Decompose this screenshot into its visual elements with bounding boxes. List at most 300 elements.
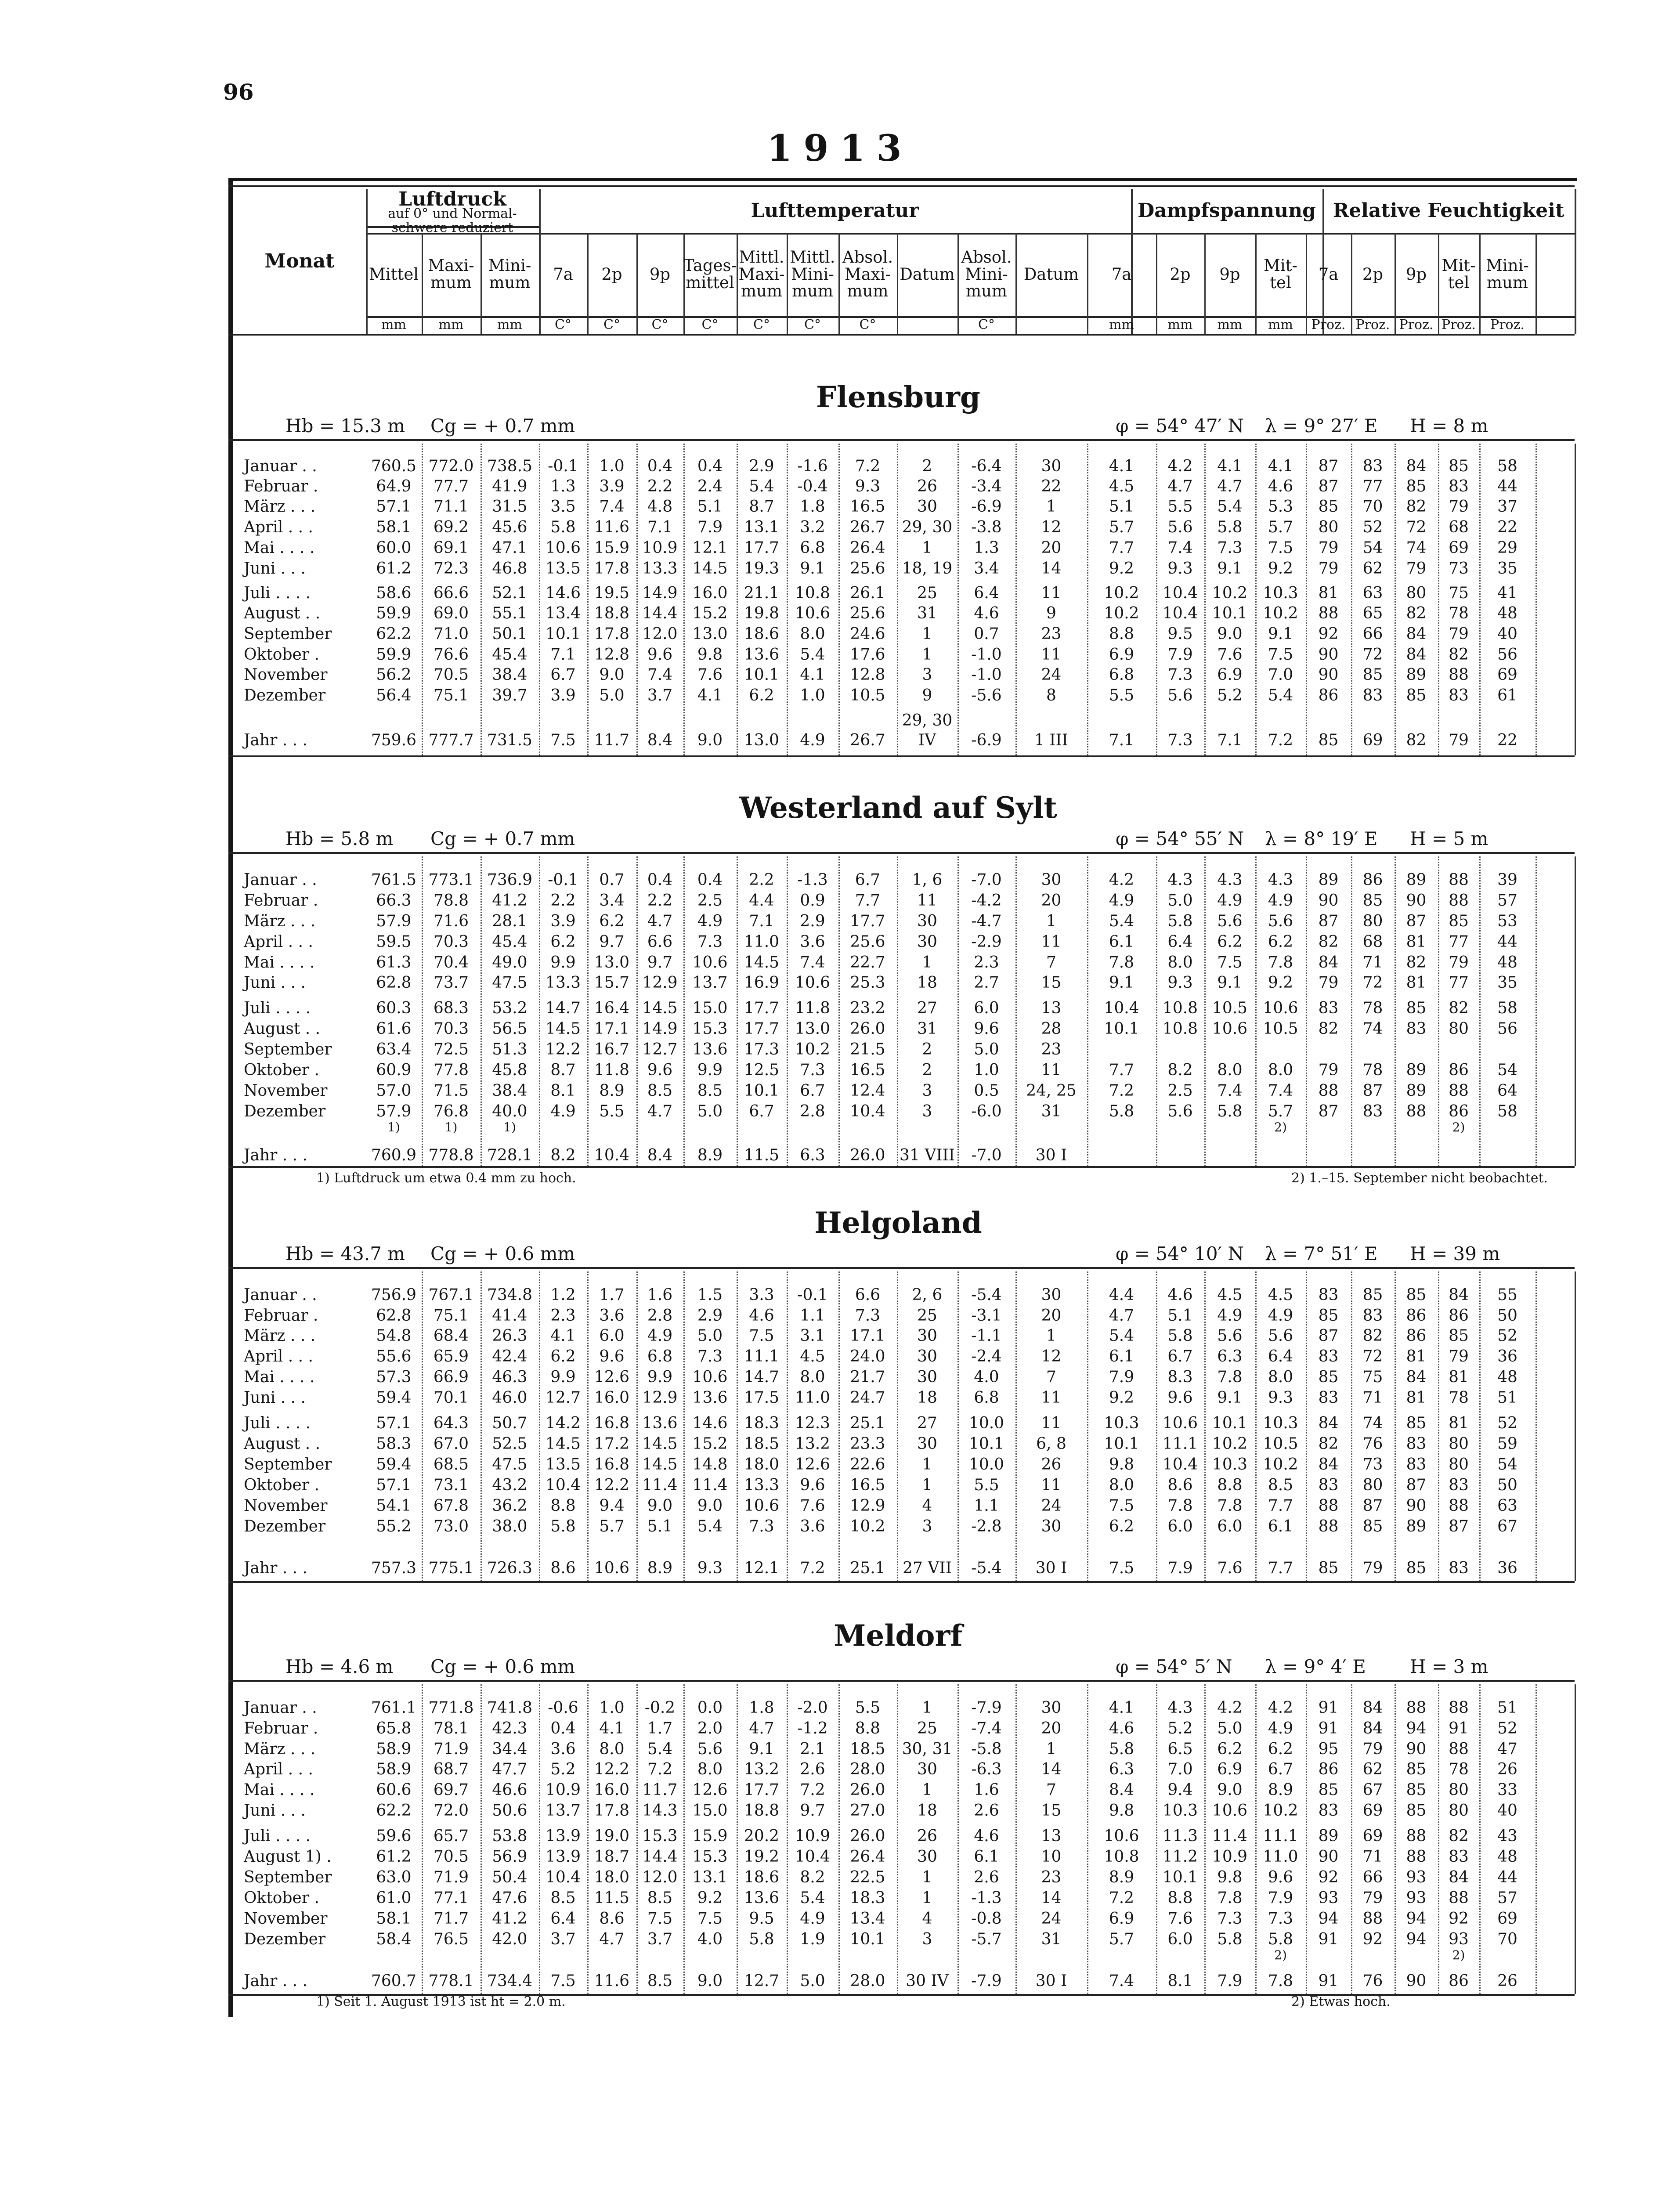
table-cell: 4.2 xyxy=(1268,1699,1293,1717)
table-cell: 8.8 xyxy=(1167,1889,1193,1907)
year-label: Jahr . . . xyxy=(244,1559,307,1577)
column-guide xyxy=(683,1271,685,1581)
table-cell: 17.6 xyxy=(850,646,885,664)
table-cell: 67 xyxy=(1362,1781,1383,1799)
station-phi: φ = 54° 5′ N xyxy=(1116,1656,1232,1677)
table-cell: 60.3 xyxy=(376,999,412,1017)
footnote-marker: 1) xyxy=(503,1120,516,1134)
month-label: Dezember xyxy=(244,1930,326,1948)
table-cell: 26.1 xyxy=(850,584,885,602)
table-cell: 73.7 xyxy=(433,974,469,992)
table-cell: 10.6 xyxy=(545,539,581,557)
table-cell: 3 xyxy=(922,1082,932,1100)
table-cell: 18.7 xyxy=(594,1848,630,1866)
table-cell: 12.6 xyxy=(594,1368,630,1386)
table-cell: 8.7 xyxy=(550,1061,576,1079)
table-cell: 1.1 xyxy=(800,1307,825,1325)
station-hb: Hb = 4.6 m xyxy=(285,1656,394,1677)
table-cell: 56.4 xyxy=(376,686,412,704)
table-cell: 1 xyxy=(922,539,932,557)
month-label: August 1) . xyxy=(244,1848,332,1866)
table-cell: 4.6 xyxy=(1167,1286,1193,1304)
table-cell: 14.5 xyxy=(642,1456,678,1474)
table-cell: 61.3 xyxy=(376,954,412,972)
table-cell: 93 xyxy=(1449,1930,1469,1948)
table-cell: 30 xyxy=(1041,1517,1062,1535)
table-cell: 83 xyxy=(1362,457,1383,475)
table-cell: 92 xyxy=(1318,1868,1339,1886)
table-cell: 5.0 xyxy=(1217,1719,1243,1737)
year-cell: 7.9 xyxy=(1217,1972,1243,1990)
luftdruck-header: Luftdruck xyxy=(398,188,506,210)
table-cell: 10.3 xyxy=(1162,1802,1198,1820)
table-cell: 13.0 xyxy=(594,954,630,972)
section-top-rule xyxy=(228,852,1575,854)
table-cell: 59.4 xyxy=(376,1389,412,1407)
year-cell: 7.9 xyxy=(1167,1559,1193,1577)
footnote-marker: 2) xyxy=(1452,1120,1465,1134)
table-cell: 4.1 xyxy=(550,1327,576,1345)
table-cell: 14.5 xyxy=(642,999,678,1017)
feuchtigkeit-unit-label: Proz. xyxy=(1311,317,1346,333)
table-cell: 13.3 xyxy=(642,560,678,578)
table-cell: 10.8 xyxy=(1162,999,1198,1017)
table-cell: 24 xyxy=(1041,1497,1062,1515)
table-cell: 11.1 xyxy=(744,1347,780,1365)
year-cell: 79 xyxy=(1362,1559,1383,1577)
luftdruck-unit-label: mm xyxy=(438,317,464,333)
table-cell: 2.0 xyxy=(697,1719,723,1737)
table-cell: 82 xyxy=(1406,498,1427,516)
table-cell: 6.8 xyxy=(647,1347,673,1365)
table-cell: 14.6 xyxy=(692,1414,728,1432)
table-cell: 11.7 xyxy=(642,1781,678,1799)
table-cell: 3.6 xyxy=(550,1740,576,1758)
column-guide xyxy=(1395,444,1396,755)
year-cell: 1 III xyxy=(1034,731,1069,749)
station-lambda: λ = 9° 27′ E xyxy=(1265,415,1378,437)
table-cell: 82 xyxy=(1318,1435,1339,1453)
table-cell: 71.1 xyxy=(433,498,469,516)
year-cell: 731.5 xyxy=(487,731,533,749)
table-cell: 80 xyxy=(1362,912,1383,930)
table-cell: 79 xyxy=(1449,954,1469,972)
table-cell: 15 xyxy=(1041,974,1062,992)
table-cell: 30 xyxy=(917,912,937,930)
column-guide xyxy=(1535,1271,1537,1581)
table-cell: 3 xyxy=(922,1930,932,1948)
table-cell: 52 xyxy=(1497,1327,1517,1345)
year-cell: 8.6 xyxy=(550,1559,576,1577)
table-cell: 14 xyxy=(1041,560,1062,578)
table-cell: 4.9 xyxy=(647,1327,673,1345)
feuchtigkeit-col-header: 2p xyxy=(1362,264,1384,284)
table-cell: 4.9 xyxy=(1268,1307,1293,1325)
table-cell: -2.9 xyxy=(971,933,1002,951)
month-label: Oktober . xyxy=(244,1061,319,1079)
table-cell: 8.2 xyxy=(800,1868,825,1886)
table-cell: 70.1 xyxy=(433,1389,469,1407)
table-cell: 3.3 xyxy=(749,1286,774,1304)
year-cell: -5.4 xyxy=(971,1559,1002,1577)
table-cell: 5.8 xyxy=(1167,912,1193,930)
table-cell: 4.1 xyxy=(1109,1699,1134,1717)
table-cell: 6.2 xyxy=(1217,1740,1243,1758)
column-guide xyxy=(422,1271,423,1581)
station-phi: φ = 54° 10′ N xyxy=(1116,1243,1244,1264)
column-guide xyxy=(1351,1684,1352,1994)
table-cell: -5.8 xyxy=(971,1740,1002,1758)
year-cell: 13.0 xyxy=(744,731,780,749)
table-cell: 25 xyxy=(917,584,937,602)
table-cell: 71.6 xyxy=(433,912,469,930)
table-cell: 5.7 xyxy=(1109,518,1134,536)
table-cell: 15.7 xyxy=(594,974,630,992)
table-cell: 2.5 xyxy=(697,892,723,910)
table-cell: 24.6 xyxy=(850,625,885,643)
table-cell: 5.4 xyxy=(800,646,825,664)
table-cell: 82 xyxy=(1449,646,1469,664)
month-label: August . . xyxy=(244,604,321,622)
table-cell: 4.0 xyxy=(697,1930,723,1948)
year-cell: 30 IV xyxy=(906,1972,949,1990)
table-cell: 5.0 xyxy=(697,1327,723,1345)
table-cell: 38.4 xyxy=(492,666,527,684)
year-cell: 6.3 xyxy=(800,1146,825,1164)
table-cell: 6.9 xyxy=(1217,1760,1243,1778)
table-cell: 17.7 xyxy=(744,1781,780,1799)
table-cell: 58 xyxy=(1497,1102,1517,1120)
table-cell: 10.6 xyxy=(692,954,728,972)
table-cell: 7.6 xyxy=(800,1497,825,1515)
table-cell: 7.4 xyxy=(599,498,625,516)
table-cell: 6.2 xyxy=(1268,1740,1293,1758)
table-cell: 10.6 xyxy=(795,604,831,622)
table-cell: 47.5 xyxy=(492,974,527,992)
table-cell: 5.5 xyxy=(599,1102,625,1120)
table-cell: 64 xyxy=(1497,1082,1517,1100)
table-cell: 87 xyxy=(1318,912,1339,930)
table-cell: 86 xyxy=(1406,1327,1427,1345)
table-cell: 28.0 xyxy=(850,1760,885,1778)
table-cell: 18 xyxy=(917,1802,937,1820)
lufttemperatur-col-header: Mittl. Mini-mum xyxy=(790,247,835,301)
table-cell: 88 xyxy=(1449,1740,1469,1758)
table-cell: 8.9 xyxy=(1268,1781,1293,1799)
table-cell: 0.9 xyxy=(800,892,825,910)
table-cell: 12.0 xyxy=(642,625,678,643)
table-cell: 4.7 xyxy=(647,1102,673,1120)
table-cell: 15.0 xyxy=(692,999,728,1017)
table-cell: 29 xyxy=(1497,539,1517,557)
table-cell: 36 xyxy=(1497,1347,1517,1365)
table-cell: 10.3 xyxy=(1104,1414,1139,1432)
table-cell: 69 xyxy=(1497,666,1517,684)
table-cell: 83 xyxy=(1406,1435,1427,1453)
table-cell: 8.6 xyxy=(1167,1476,1193,1494)
table-cell: 17.8 xyxy=(594,1802,630,1820)
table-cell: 72 xyxy=(1362,1347,1383,1365)
year-cell: -7.9 xyxy=(971,1972,1002,1990)
table-cell: 5.8 xyxy=(1167,1327,1193,1345)
table-cell: 772.0 xyxy=(428,457,474,475)
table-cell: 1 xyxy=(922,1781,932,1799)
column-guide xyxy=(737,856,738,1166)
table-cell: 7.9 xyxy=(1167,646,1193,664)
column-guide xyxy=(1306,1684,1307,1994)
column-guide xyxy=(1479,1271,1481,1581)
table-cell: 10.2 xyxy=(1263,1456,1298,1474)
table-cell: 14.9 xyxy=(642,1020,678,1038)
table-cell: 10.4 xyxy=(545,1476,581,1494)
year-cell: 9.0 xyxy=(697,1972,723,1990)
table-cell: 80 xyxy=(1449,1781,1469,1799)
table-cell: 90 xyxy=(1406,892,1427,910)
table-cell: 0.4 xyxy=(647,871,673,889)
table-cell: 83 xyxy=(1449,1476,1469,1494)
table-cell: 6.2 xyxy=(1217,933,1243,951)
table-cell: 55.2 xyxy=(376,1517,412,1535)
table-cell: 8.7 xyxy=(749,498,774,516)
table-cell: 53.8 xyxy=(492,1827,527,1845)
table-cell: 52.1 xyxy=(492,584,527,602)
table-cell: 50.6 xyxy=(492,1802,527,1820)
year-cell: 7.1 xyxy=(1109,731,1134,749)
table-cell: 7.6 xyxy=(697,666,723,684)
column-guide xyxy=(1087,856,1088,1166)
table-cell: 9.9 xyxy=(647,1368,673,1386)
table-cell: -3.4 xyxy=(971,477,1002,495)
month-label: April . . . xyxy=(244,518,313,536)
table-cell: 17.5 xyxy=(744,1389,780,1407)
table-cell: 19.0 xyxy=(594,1827,630,1845)
table-cell: 4.8 xyxy=(647,498,673,516)
table-cell: 4.1 xyxy=(697,686,723,704)
month-label: September xyxy=(244,1868,332,1886)
table-cell: 14.9 xyxy=(642,584,678,602)
table-cell: 6.7 xyxy=(1167,1347,1193,1365)
table-cell: 79 xyxy=(1318,1061,1339,1079)
table-cell: -5.6 xyxy=(971,686,1002,704)
lufttemperatur-col-header: Absol. Mini-mum xyxy=(961,247,1012,301)
table-cell: 89 xyxy=(1406,1061,1427,1079)
month-label: November xyxy=(244,1497,328,1515)
column-guide xyxy=(957,1684,959,1994)
year-cell: 760.7 xyxy=(371,1972,417,1990)
table-cell: 10.5 xyxy=(1212,999,1248,1017)
table-cell: 12.0 xyxy=(642,1868,678,1886)
table-cell: 3.6 xyxy=(800,933,825,951)
table-cell: 83 xyxy=(1362,686,1383,704)
table-cell: 50.7 xyxy=(492,1414,527,1432)
table-cell: 8.6 xyxy=(599,1910,625,1928)
table-cell: 41.9 xyxy=(492,477,527,495)
table-cell: 5.7 xyxy=(1268,518,1293,536)
table-cell: 82 xyxy=(1449,1827,1469,1845)
table-cell: 71.0 xyxy=(433,625,469,643)
table-cell: 57.0 xyxy=(376,1082,412,1100)
table-cell: 8.0 xyxy=(1167,954,1193,972)
table-cell: 38.4 xyxy=(492,1082,527,1100)
table-cell: 43.2 xyxy=(492,1476,527,1494)
table-cell: 84 xyxy=(1318,1456,1339,1474)
table-cell: 10.6 xyxy=(1212,1020,1248,1038)
table-cell: 12.8 xyxy=(594,646,630,664)
table-cell: -3.8 xyxy=(971,518,1002,536)
table-cell: 30 xyxy=(1041,1286,1062,1304)
table-cell: 51 xyxy=(1497,1699,1517,1717)
table-cell: 16.5 xyxy=(850,1061,885,1079)
table-cell: 58.1 xyxy=(376,1910,412,1928)
table-cell: 79 xyxy=(1449,625,1469,643)
table-cell: 9.8 xyxy=(697,646,723,664)
column-guide xyxy=(787,1684,788,1994)
table-cell: 10.5 xyxy=(1263,1435,1298,1453)
column-guide xyxy=(683,444,685,755)
table-cell: 5.6 xyxy=(1217,912,1243,930)
table-cell: 7.0 xyxy=(1167,1760,1193,1778)
column-guide xyxy=(737,1271,738,1581)
table-cell: 7.0 xyxy=(1268,666,1293,684)
month-label: Juni . . . xyxy=(244,974,306,992)
section-right-border xyxy=(1575,1271,1576,1581)
table-cell: 42.0 xyxy=(492,1930,527,1948)
table-cell: 95 xyxy=(1318,1740,1339,1758)
table-cell: 17.8 xyxy=(594,625,630,643)
table-cell: 83 xyxy=(1318,1347,1339,1365)
table-cell: 19.2 xyxy=(744,1848,780,1866)
month-label: Juni . . . xyxy=(244,560,306,578)
table-cell: 9.2 xyxy=(1268,560,1293,578)
table-cell: 90 xyxy=(1406,1497,1427,1515)
month-label: Oktober . xyxy=(244,1476,319,1494)
table-cell: 4.4 xyxy=(1109,1286,1134,1304)
table-cell: 88 xyxy=(1449,1889,1469,1907)
table-cell: 7.4 xyxy=(1268,1082,1293,1100)
column-guide xyxy=(1255,1684,1257,1994)
table-cell: 4 xyxy=(922,1910,932,1928)
table-cell: 7.5 xyxy=(1268,646,1293,664)
table-cell: 54 xyxy=(1497,1456,1517,1474)
table-cell: 28 xyxy=(1041,1020,1062,1038)
table-cell: 50.1 xyxy=(492,625,527,643)
table-cell: 9.9 xyxy=(550,1368,576,1386)
table-cell: 3 xyxy=(922,1102,932,1120)
year-cell: 85 xyxy=(1318,1559,1339,1577)
column-guide xyxy=(737,1684,738,1994)
page-number: 96 xyxy=(223,79,254,105)
lufttemperatur-unit-label: C° xyxy=(804,317,821,333)
table-cell: 7.7 xyxy=(1268,1497,1293,1515)
table-cell: 92 xyxy=(1362,1930,1383,1948)
table-cell: 4.3 xyxy=(1167,1699,1193,1717)
feuchtigkeit-unit-label: Proz. xyxy=(1490,317,1525,333)
header-bottom-rule xyxy=(228,334,1575,336)
month-label: Mai . . . . xyxy=(244,1781,315,1799)
table-cell: 11.0 xyxy=(1263,1848,1298,1866)
table-cell: 59.6 xyxy=(376,1827,412,1845)
table-cell: 58.4 xyxy=(376,1930,412,1948)
table-cell: 59.9 xyxy=(376,604,412,622)
table-cell: 7 xyxy=(1046,954,1056,972)
dampfspannung-unit-label: mm xyxy=(1268,317,1293,333)
table-cell: 9.5 xyxy=(1167,625,1193,643)
table-cell: 7.1 xyxy=(749,912,774,930)
table-cell: 10.6 xyxy=(1104,1827,1139,1845)
year-date-top: 29, 30 xyxy=(902,712,953,730)
table-cell: 84 xyxy=(1318,954,1339,972)
table-cell: 7.5 xyxy=(1217,954,1243,972)
section-bottom-rule xyxy=(228,1166,1575,1168)
table-cell: 27.0 xyxy=(850,1802,885,1820)
table-cell: 84 xyxy=(1449,1286,1469,1304)
table-cell: 7.2 xyxy=(1109,1082,1134,1100)
column-guide xyxy=(957,444,959,755)
year-cell: 85 xyxy=(1318,731,1339,749)
table-cell: 62.2 xyxy=(376,625,412,643)
year-cell: 91 xyxy=(1318,1972,1339,1990)
month-label: Juni . . . xyxy=(244,1389,306,1407)
table-cell: 7.6 xyxy=(1167,1910,1193,1928)
footnote-left: 1) Seit 1. August 1913 ist ht = 2.0 m. xyxy=(316,1994,566,2009)
table-cell: 6.1 xyxy=(1268,1517,1293,1535)
table-cell: 2 xyxy=(922,1040,932,1058)
column-guide xyxy=(1015,856,1017,1166)
table-cell: 65.9 xyxy=(433,1347,469,1365)
table-cell: 23 xyxy=(1041,1040,1062,1058)
column-guide xyxy=(481,444,482,755)
table-cell: 87 xyxy=(1449,1517,1469,1535)
table-cell: 8.5 xyxy=(647,1082,673,1100)
column-guide xyxy=(587,856,589,1166)
table-cell: 1 xyxy=(922,646,932,664)
table-cell: 83 xyxy=(1318,1802,1339,1820)
year-cell: 12.1 xyxy=(744,1559,780,1577)
table-cell: 1.6 xyxy=(647,1286,673,1304)
table-cell: 5.8 xyxy=(550,1517,576,1535)
table-cell: 14.5 xyxy=(642,1435,678,1453)
table-cell: 16.0 xyxy=(594,1389,630,1407)
table-cell: 74 xyxy=(1362,1020,1383,1038)
table-cell: 4.9 xyxy=(697,912,723,930)
table-cell: 22 xyxy=(1041,477,1062,495)
table-cell: 1 xyxy=(922,1699,932,1717)
table-cell: -0.1 xyxy=(548,871,578,889)
table-cell: 4.2 xyxy=(1217,1699,1243,1717)
year-cell: 26.0 xyxy=(850,1146,885,1164)
column-guide xyxy=(1255,444,1257,755)
table-cell: 47.7 xyxy=(492,1760,527,1778)
feuchtigkeit-unit-label: Proz. xyxy=(1399,317,1434,333)
table-cell: 41.2 xyxy=(492,1910,527,1928)
table-cell: 63.4 xyxy=(376,1040,412,1058)
table-cell: 9.6 xyxy=(647,646,673,664)
table-cell: 69.1 xyxy=(433,539,469,557)
footnote-right: 2) Etwas hoch. xyxy=(1291,1994,1391,2009)
table-cell: 15.3 xyxy=(692,1020,728,1038)
column-guide xyxy=(1156,1271,1157,1581)
table-cell: 70.4 xyxy=(433,954,469,972)
table-cell: 35 xyxy=(1497,560,1517,578)
table-cell: 7 xyxy=(1046,1368,1056,1386)
station-h: H = 5 m xyxy=(1410,828,1489,849)
table-cell: 2.3 xyxy=(974,954,999,972)
table-cell: 10.1 xyxy=(1212,1414,1248,1432)
footnote-right: 2) 1.–15. September nicht beobachtet. xyxy=(1291,1170,1548,1186)
table-cell: -3.1 xyxy=(971,1307,1002,1325)
table-cell: 5.6 xyxy=(697,1740,723,1758)
table-cell: 9.6 xyxy=(647,1061,673,1079)
